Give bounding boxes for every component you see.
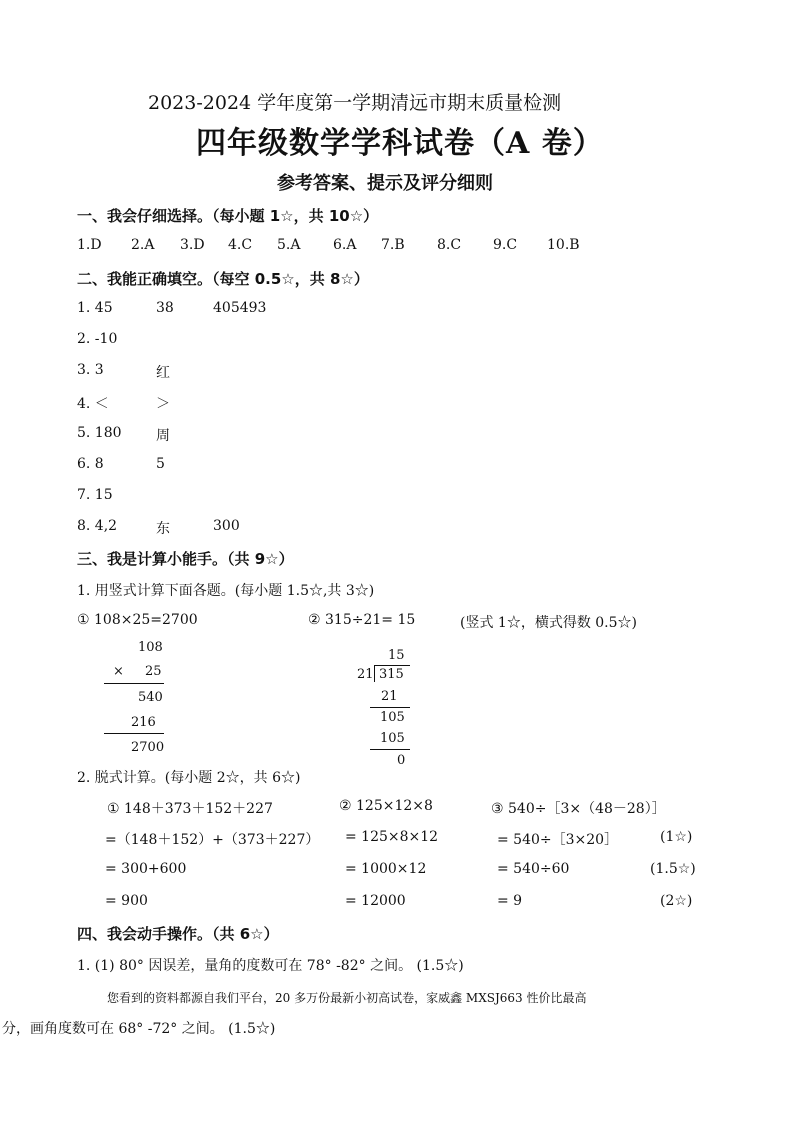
choice-answer: 10.B [547, 237, 580, 253]
section-1-heading: 一、我会仔细选择。（每小题 1☆，共 10☆） [77, 207, 379, 225]
question-2-instruction: 2. 脱式计算。(每小题 2☆，共 6☆) [77, 770, 301, 786]
choice-answer: 6.A [333, 237, 357, 253]
operation-answer-2: 分，画角度数可在 68° -72° 之间。 (1.5☆) [2, 1021, 276, 1037]
div-subtract-2: 105 [380, 731, 405, 746]
calc-a-step: ① 148＋373＋152＋227 [107, 801, 273, 817]
exam-header-line: 2023-2024 学年度第一学期清远市期末质量检测 [148, 92, 562, 114]
fill-answer: 4. ＜ [77, 396, 109, 412]
calc-c-step: = 9 [497, 893, 523, 909]
fill-answer: 2. -10 [77, 331, 118, 347]
mul-rule-1 [104, 683, 164, 684]
calc-b-step: = 1000×12 [345, 861, 427, 877]
fill-answer: 5 [156, 456, 165, 472]
calc-b-step: = 125×8×12 [345, 829, 439, 845]
fill-answer: 东 [156, 521, 170, 537]
section-2-heading: 二、我能正确填空。（每空 0.5☆，共 8☆） [77, 270, 369, 288]
fill-answer: 3. 3 [77, 362, 104, 378]
div-dividend: 315 [379, 667, 404, 682]
calc-c-step: = 540÷［3×20］ [497, 832, 619, 848]
fill-answer: 1. 45 [77, 300, 113, 316]
div-subtract-1: 21 [381, 689, 398, 704]
div-rule-2 [370, 749, 410, 750]
div-remainder-1: 105 [380, 710, 405, 725]
answer-subtitle: 参考答案、提示及评分细则 [277, 173, 493, 194]
div-rule-1 [370, 707, 410, 708]
mul-bottom: 25 [145, 664, 162, 679]
fill-answer: 7. 15 [77, 487, 113, 503]
mul-result: 2700 [131, 740, 165, 755]
choice-answer: 1.D [77, 237, 102, 253]
div-divisor: 21 [357, 667, 374, 682]
section-3-heading: 三、我是计算小能手。（共 9☆） [77, 550, 294, 568]
div-quotient: 15 [388, 648, 405, 663]
fill-answer: 300 [213, 518, 240, 534]
mul-partial-2: 216 [131, 715, 156, 730]
step-score: (1☆) [660, 829, 693, 845]
equation-a: ① 108×25=2700 [77, 612, 198, 628]
fill-answer: 红 [156, 365, 170, 381]
calc-c-step: ③ 540÷［3×（48－28）］ [491, 801, 666, 817]
mul-rule-2 [104, 733, 164, 734]
choice-answer: 8.C [437, 237, 462, 253]
mul-operator: × [113, 664, 124, 679]
div-final-remainder: 0 [397, 753, 406, 768]
calc-c-step: = 540÷60 [497, 861, 570, 877]
fill-answer: 5. 180 [77, 425, 122, 441]
choice-answer: 7.B [381, 237, 405, 253]
exam-title: 四年级数学学科试卷（A 卷） [196, 126, 604, 161]
choice-answer: 4.C [228, 237, 253, 253]
calc-a-step: =（148＋152）+（373＋227） [105, 832, 320, 848]
choice-answer: 9.C [493, 237, 518, 253]
fill-answer: ＞ [156, 396, 170, 412]
div-bracket [374, 665, 375, 682]
div-bar [374, 665, 410, 666]
choice-answer: 3.D [180, 237, 205, 253]
section-4-heading: 四、我会动手操作。（共 6☆） [77, 925, 279, 943]
fill-answer: 8. 4,2 [77, 518, 118, 534]
step-score: (2☆) [660, 893, 693, 909]
watermark-ad-text: 您看到的资料都源自我们平台，20 多万份最新小初高试卷，家威鑫 MXSJ663 性价比最高 [107, 991, 587, 1005]
mul-top: 108 [138, 640, 163, 655]
calc-b-step: ② 125×12×8 [339, 798, 433, 814]
fill-answer: 周 [156, 428, 170, 444]
scoring-note: (竖式 1☆，横式得数 0.5☆) [460, 615, 637, 631]
fill-answer: 38 [156, 300, 174, 316]
choice-answer: 2.A [131, 237, 155, 253]
step-score: (1.5☆) [650, 861, 696, 877]
operation-answer-1: 1. (1) 80° 因误差，量角的度数可在 78° -82° 之间。 (1.5☆) [77, 958, 464, 974]
calc-a-step: = 900 [105, 893, 148, 909]
mul-partial-1: 540 [138, 690, 163, 705]
fill-answer: 405493 [213, 300, 267, 316]
fill-answer: 6. 8 [77, 456, 104, 472]
choice-answer: 5.A [277, 237, 301, 253]
calc-b-step: = 12000 [345, 893, 406, 909]
calc-a-step: = 300+600 [105, 861, 187, 877]
question-1-instruction: 1. 用竖式计算下面各题。(每小题 1.5☆,共 3☆) [77, 583, 375, 599]
equation-b: ② 315÷21= 15 [308, 612, 416, 628]
